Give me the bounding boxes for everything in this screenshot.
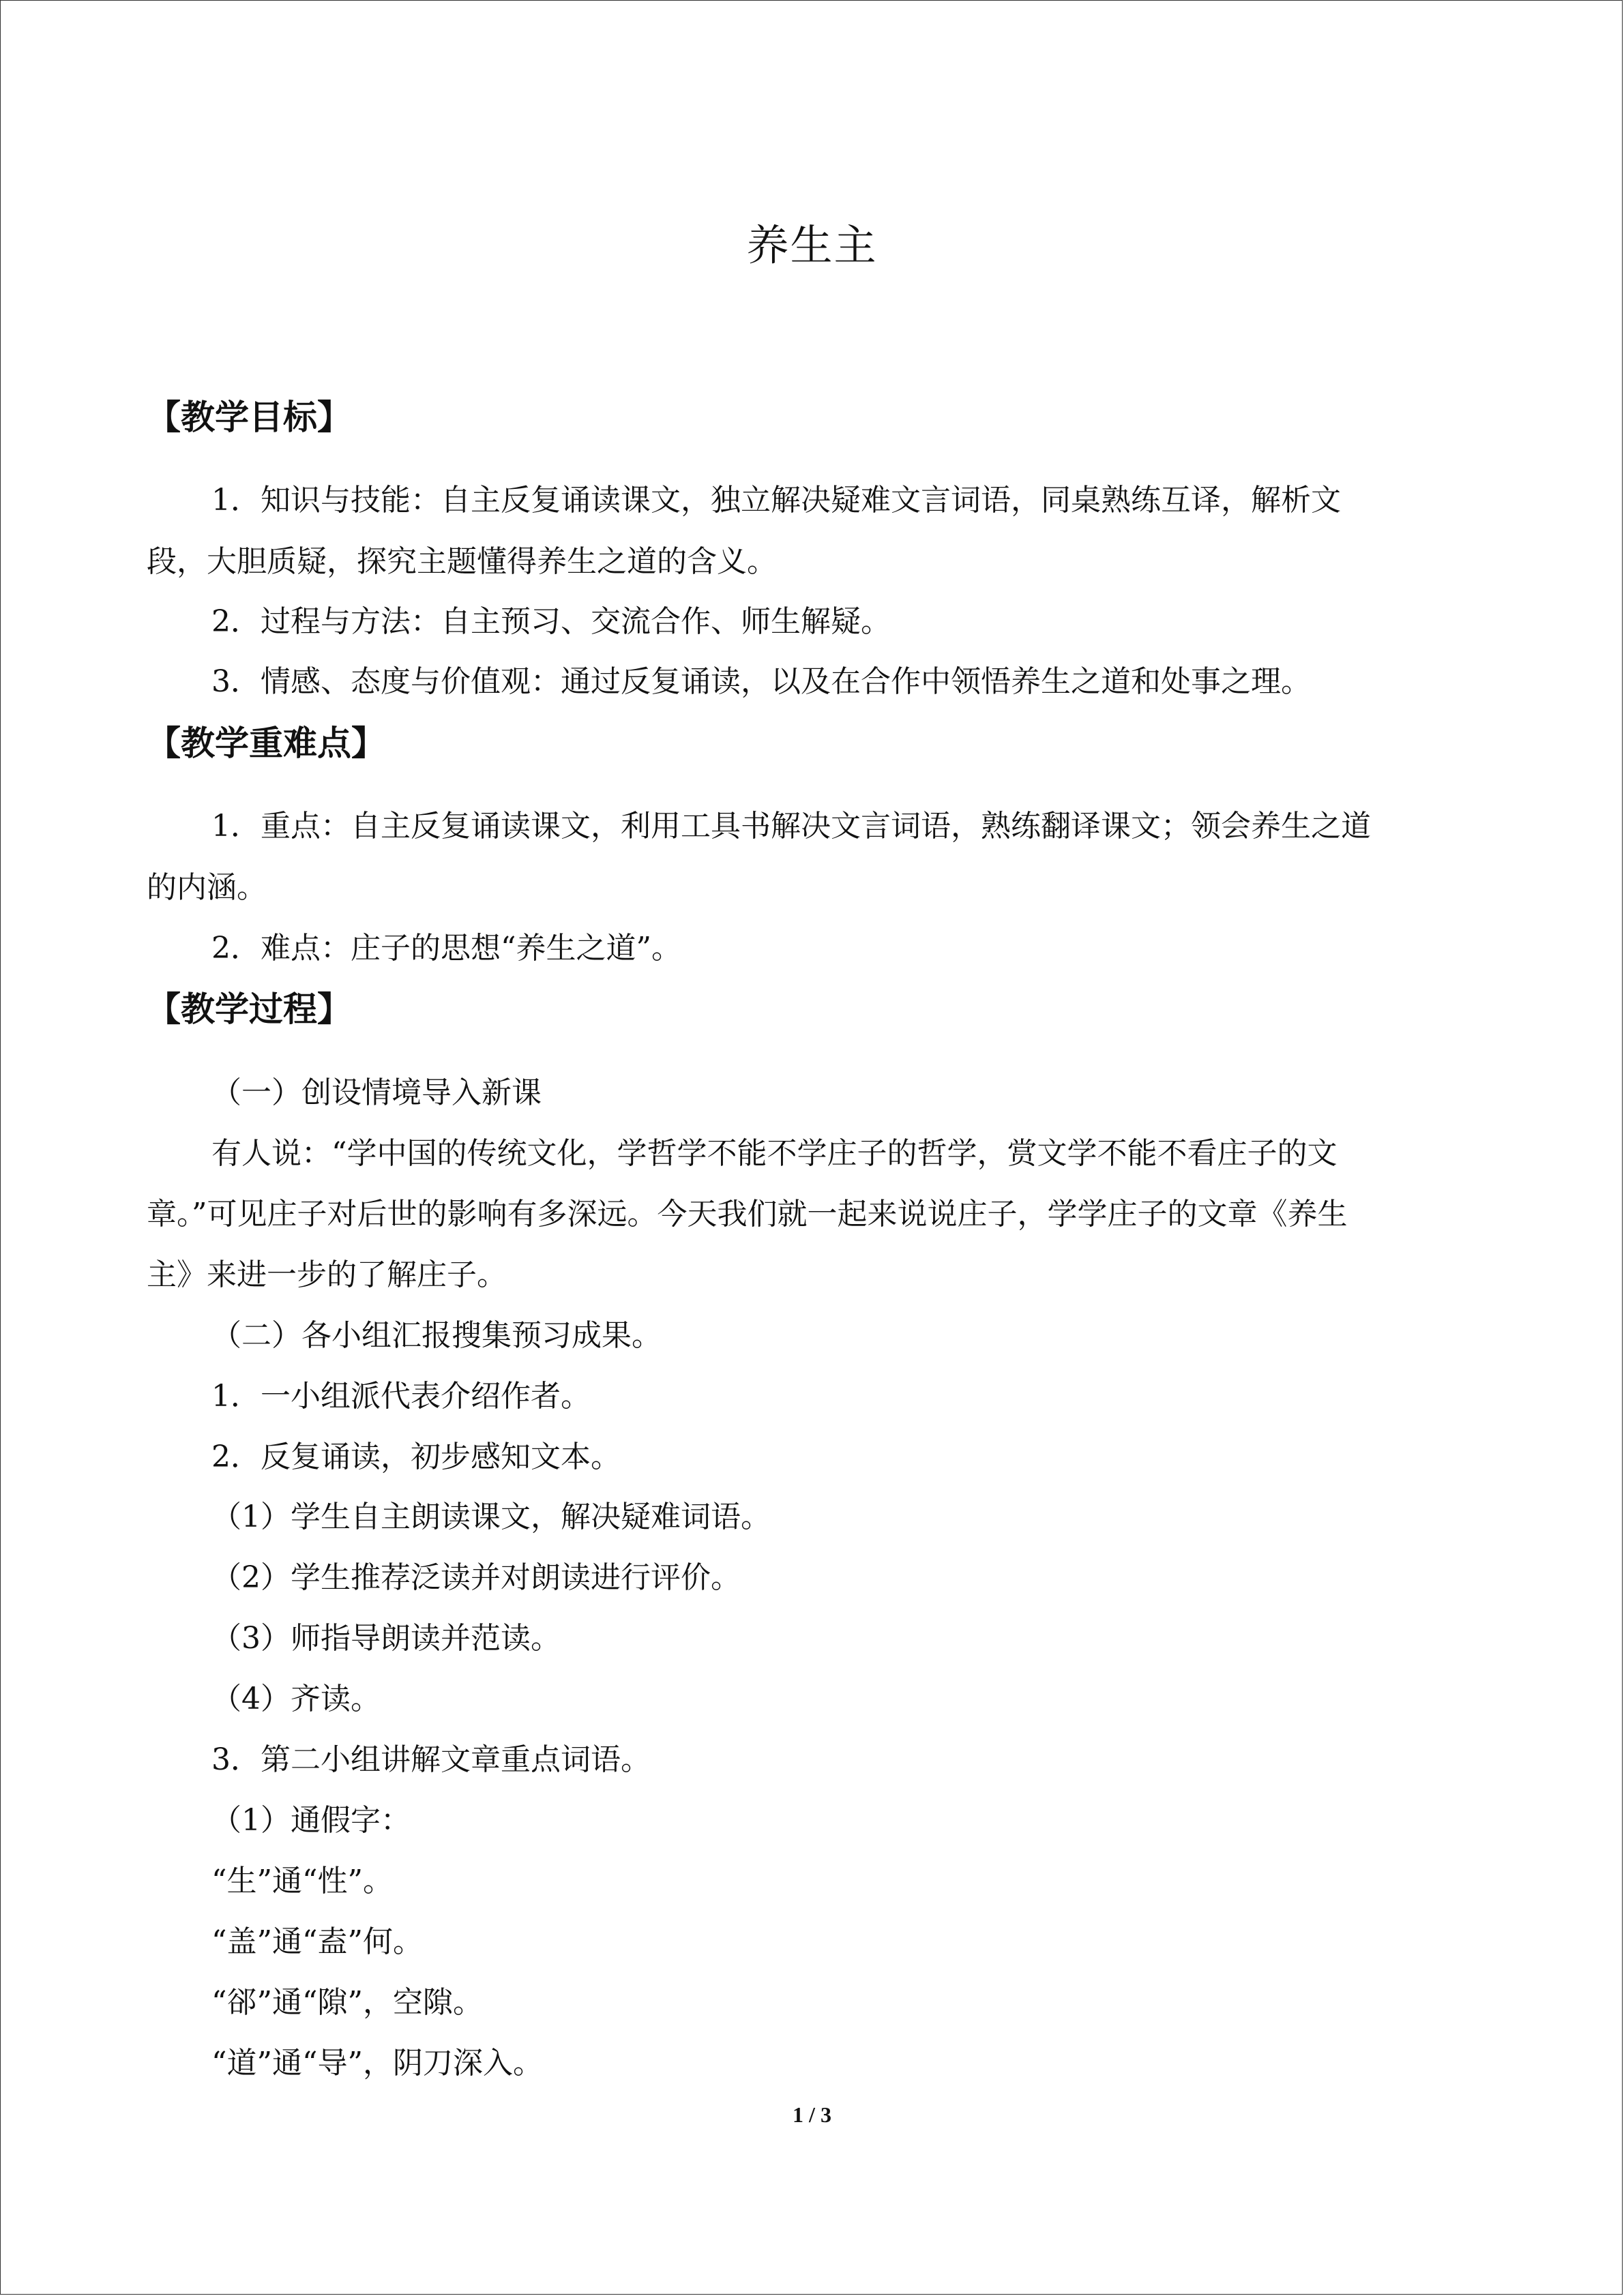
process-line-11: （4）齐读。 — [211, 1682, 381, 1716]
section-heading-key-points: 【教学重难点】 — [147, 724, 385, 763]
process-line-6: 1．一小组派代表介绍作者。 — [211, 1379, 591, 1414]
goals-line-2: 段，大胆质疑，探究主题懂得养生之道的含义。 — [147, 544, 777, 579]
process-line-15: “盖”通“盍”何。 — [211, 1924, 423, 1959]
process-line-4: 主》来进一步的了解庄子。 — [147, 1257, 507, 1292]
process-line-17: “道”通“导”，阴刀深入。 — [211, 2046, 543, 2081]
page-number: 1 / 3 — [793, 2102, 831, 2127]
process-line-8: （1）学生自主朗读课文，解决疑难词语。 — [211, 1500, 771, 1534]
process-line-2: 有人说：“学中国的传统文化，学哲学不能不学庄子的哲学，赏文学不能不看庄子的文 — [211, 1136, 1338, 1171]
key-points-line-2: 的内涵。 — [147, 870, 267, 905]
process-line-3: 章。”可见庄子对后世的影响有多深远。今天我们就一起来说说庄子，学学庄子的文章《养生 — [147, 1197, 1348, 1232]
process-line-14: “生”通“性”。 — [211, 1864, 393, 1898]
goals-line-3: 2．过程与方法：自主预习、交流合作、师生解疑。 — [211, 604, 891, 639]
process-line-13: （1）通假字： — [211, 1803, 411, 1838]
key-points-line-3: 2．难点：庄子的思想“养生之道”。 — [211, 931, 681, 966]
process-line-7: 2．反复诵读，初步感知文本。 — [211, 1440, 621, 1474]
process-line-10: （3）师指导朗读并范读。 — [211, 1621, 561, 1656]
key-points-line-1: 1．重点：自主反复诵读课文，利用工具书解决文言词语，熟练翻译课文；领会养生之道 — [211, 809, 1371, 844]
goals-line-1: 1．知识与技能：自主反复诵读课文，独立解决疑难文言词语，同桌熟练互译，解析文 — [211, 483, 1341, 518]
document-title: 养生主 — [746, 220, 878, 270]
process-line-12: 3．第二小组讲解文章重点词语。 — [211, 1742, 651, 1777]
process-line-5: （二）各小组汇报搜集预习成果。 — [211, 1318, 662, 1353]
section-heading-process: 【教学过程】 — [147, 989, 351, 1029]
process-line-9: （2）学生推荐泛读并对朗读进行评价。 — [211, 1560, 741, 1595]
section-heading-goals: 【教学目标】 — [147, 398, 351, 437]
process-line-16: “郤”通“隙”，空隙。 — [211, 1985, 483, 2020]
process-line-1: （一）创设情境导入新课 — [211, 1075, 542, 1110]
goals-line-4: 3．情感、态度与价值观：通过反复诵读，以及在合作中领悟养生之道和处事之理。 — [211, 664, 1311, 699]
